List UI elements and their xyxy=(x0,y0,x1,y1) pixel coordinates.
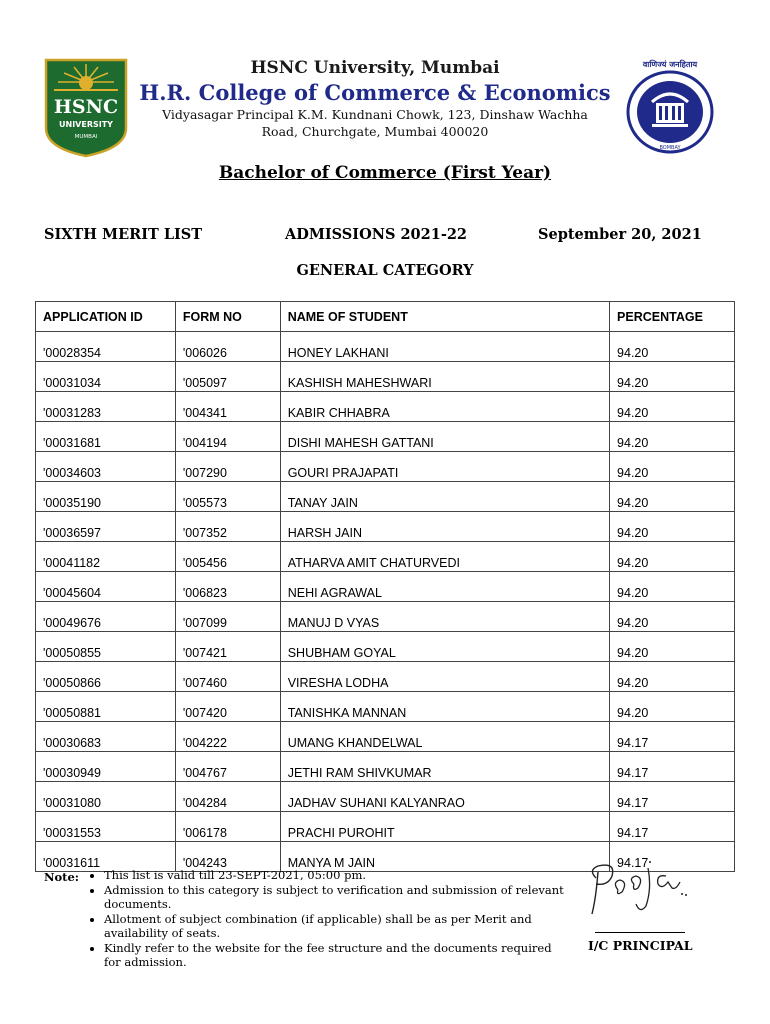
percentage-cell: 94.20 xyxy=(610,392,735,422)
application-id-cell: '00041182 xyxy=(36,542,176,572)
form-no-cell: '006178 xyxy=(175,812,280,842)
percentage-cell: 94.20 xyxy=(610,482,735,512)
table-row xyxy=(36,482,735,512)
header-student-name: NAME OF STUDENT xyxy=(280,302,609,332)
form-no-cell: '005097 xyxy=(175,362,280,392)
logo-text-university: UNIVERSITY xyxy=(59,120,113,129)
percentage-cell: 94.20 xyxy=(610,512,735,542)
header-application-id: APPLICATION ID xyxy=(36,302,176,332)
application-id-cell: '00049676 xyxy=(36,602,176,632)
table-row xyxy=(36,422,735,452)
student-name-cell: HARSH JAIN xyxy=(280,512,609,542)
application-id-cell: '00031034 xyxy=(36,362,176,392)
merit-list-name: SIXTH MERIT LIST xyxy=(44,226,203,243)
percentage-cell: 94.20 xyxy=(610,662,735,692)
percentage-cell: 94.17 xyxy=(610,782,735,812)
student-name-cell: DISHI MAHESH GATTANI xyxy=(280,422,609,452)
table-row xyxy=(36,602,735,632)
table-row xyxy=(36,362,735,392)
application-id-cell: '00050855 xyxy=(36,632,176,662)
signatory-title: I/C PRINCIPAL xyxy=(588,938,693,953)
note-label: Note: xyxy=(44,870,80,884)
application-id-cell: '00031553 xyxy=(36,812,176,842)
form-no-cell: '007290 xyxy=(175,452,280,482)
header-percentage: PERCENTAGE xyxy=(610,302,735,332)
application-id-cell: '00031681 xyxy=(36,422,176,452)
header-form-no: FORM NO xyxy=(175,302,280,332)
form-no-cell: '004243 xyxy=(175,842,280,872)
hr-college-crest-logo xyxy=(622,56,718,156)
form-no-cell: '007421 xyxy=(175,632,280,662)
form-no-cell: '006026 xyxy=(175,332,280,362)
student-name-cell: PRACHI PUROHIT xyxy=(280,812,609,842)
application-id-cell: '00050866 xyxy=(36,662,176,692)
application-id-cell: '00034603 xyxy=(36,452,176,482)
percentage-cell: 94.20 xyxy=(610,632,735,662)
percentage-cell: 94.20 xyxy=(610,362,735,392)
percentage-cell: 94.17 xyxy=(610,812,735,842)
percentage-cell: 94.17 xyxy=(610,842,735,872)
percentage-cell: 94.17 xyxy=(610,752,735,782)
note-item: • Kindly refer to the website for the fee structure and the documents required for admission. xyxy=(104,941,564,970)
application-id-cell: '00031080 xyxy=(36,782,176,812)
table-row xyxy=(36,692,735,722)
application-id-cell: '00030683 xyxy=(36,722,176,752)
note-item: • Admission to this category is subject to verification and submission of relevant documents. xyxy=(104,883,564,912)
logo-text-mumbai: MUMBAI xyxy=(74,134,98,140)
application-id-cell: '00028354 xyxy=(36,332,176,362)
percentage-cell: 94.20 xyxy=(610,602,735,632)
percentage-cell: 94.20 xyxy=(610,572,735,602)
form-no-cell: '005456 xyxy=(175,542,280,572)
student-name-cell: SHUBHAM GOYAL xyxy=(280,632,609,662)
list-date: September 20, 2021 xyxy=(538,226,702,243)
percentage-cell: 94.20 xyxy=(610,692,735,722)
form-no-cell: '007420 xyxy=(175,692,280,722)
application-id-cell: '00031611 xyxy=(36,842,176,872)
table-row xyxy=(36,392,735,422)
form-no-cell: '004767 xyxy=(175,752,280,782)
percentage-cell: 94.20 xyxy=(610,422,735,452)
application-id-cell: '00035190 xyxy=(36,482,176,512)
university-name: HSNC University, Mumbai xyxy=(250,58,500,78)
hsnc-university-logo xyxy=(40,56,132,158)
table-row xyxy=(36,782,735,812)
crest-motto: वाणिज्यं जनहिताय xyxy=(642,60,698,69)
note-item: • This list is valid till 23-SEPT-2021, 05:00 pm. xyxy=(104,868,564,883)
crest-bottom-text: BOMBAY xyxy=(659,145,681,151)
form-no-cell: '004341 xyxy=(175,392,280,422)
college-address xyxy=(150,106,600,140)
application-id-cell: '00050881 xyxy=(36,692,176,722)
table-row xyxy=(36,662,735,692)
percentage-cell: 94.17 xyxy=(610,722,735,752)
student-name-cell: UMANG KHANDELWAL xyxy=(280,722,609,752)
student-name-cell: JADHAV SUHANI KALYANRAO xyxy=(280,782,609,812)
admissions-year: ADMISSIONS 2021-22 xyxy=(285,226,468,243)
student-name-cell: NEHI AGRAWAL xyxy=(280,572,609,602)
application-id-cell: '00030949 xyxy=(36,752,176,782)
table-row xyxy=(36,572,735,602)
student-name-cell: GOURI PRAJAPATI xyxy=(280,452,609,482)
student-name-cell: VIRESHA LODHA xyxy=(280,662,609,692)
student-name-cell: TANISHKA MANNAN xyxy=(280,692,609,722)
student-name-cell: HONEY LAKHANI xyxy=(280,332,609,362)
table-row xyxy=(36,752,735,782)
table-row xyxy=(36,632,735,662)
student-name-cell: TANAY JAIN xyxy=(280,482,609,512)
category-title: GENERAL CATEGORY xyxy=(296,262,474,279)
table-row xyxy=(36,512,735,542)
address-line-1: Vidyasagar Principal K.M. Kundnani Chowk, 123, Dinshaw Wachha xyxy=(162,107,588,122)
form-no-cell: '007099 xyxy=(175,602,280,632)
college-name: H.R. College of Commerce & Economics xyxy=(139,80,611,105)
student-name-cell: KASHISH MAHESHWARI xyxy=(280,362,609,392)
notes-list xyxy=(90,868,564,970)
student-name-cell: JETHI RAM SHIVKUMAR xyxy=(280,752,609,782)
application-id-cell: '00036597 xyxy=(36,512,176,542)
percentage-cell: 94.20 xyxy=(610,332,735,362)
table-row xyxy=(36,812,735,842)
principal-signature xyxy=(582,858,692,920)
merit-list-table xyxy=(35,301,735,872)
form-no-cell: '004222 xyxy=(175,722,280,752)
address-line-2: Road, Churchgate, Mumbai 400020 xyxy=(261,124,489,139)
form-no-cell: '005573 xyxy=(175,482,280,512)
table-row xyxy=(36,332,735,362)
table-row xyxy=(36,452,735,482)
table-header-row xyxy=(36,302,735,332)
student-name-cell: ATHARVA AMIT CHATURVEDI xyxy=(280,542,609,572)
logo-text-hsnc: HSNC xyxy=(53,96,119,118)
form-no-cell: '007352 xyxy=(175,512,280,542)
note-item: • Allotment of subject combination (if applicable) shall be as per Merit and availability of seats. xyxy=(104,912,564,941)
percentage-cell: 94.20 xyxy=(610,542,735,572)
course-title: Bachelor of Commerce (First Year) xyxy=(218,163,552,183)
student-name-cell: MANYA M JAIN xyxy=(280,842,609,872)
form-no-cell: '006823 xyxy=(175,572,280,602)
form-no-cell: '004194 xyxy=(175,422,280,452)
signature-line xyxy=(595,932,685,933)
application-id-cell: '00031283 xyxy=(36,392,176,422)
table-row xyxy=(36,542,735,572)
table-row xyxy=(36,722,735,752)
application-id-cell: '00045604 xyxy=(36,572,176,602)
percentage-cell: 94.20 xyxy=(610,452,735,482)
form-no-cell: '007460 xyxy=(175,662,280,692)
student-name-cell: MANUJ D VYAS xyxy=(280,602,609,632)
form-no-cell: '004284 xyxy=(175,782,280,812)
student-name-cell: KABIR CHHABRA xyxy=(280,392,609,422)
